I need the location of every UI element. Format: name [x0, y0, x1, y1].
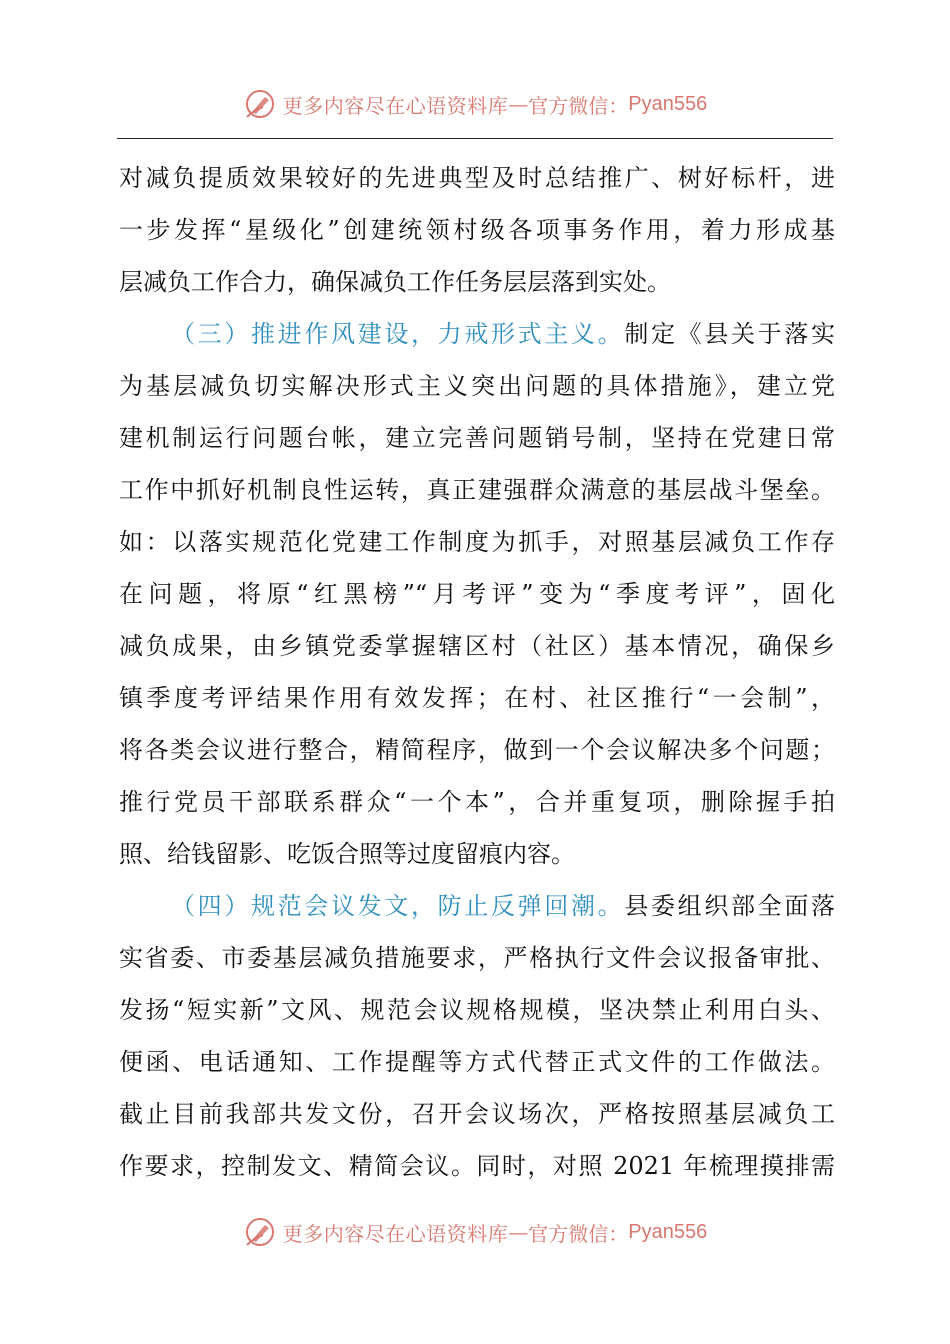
banner-dash: — [508, 1220, 529, 1244]
pen-nib-logo-icon [243, 87, 277, 121]
body-line: 实省委、市委基层减负措施要求，严格执行文件会议报备审批、 [119, 944, 835, 972]
body-line [119, 308, 835, 360]
body-line: 将各类会议进行整合，精简程序，做到一个会议解决多个问题； [119, 736, 835, 764]
body-line [119, 880, 835, 932]
pen-nib-logo-icon [243, 1215, 277, 1249]
body-line: 为基层减负切实解决形式主义突出问题的具体措施》，建立党 [119, 372, 835, 400]
body-line: 镇季度考评结果作用有效发挥；在村、社区推行“一会制”， [119, 684, 835, 712]
banner-wechat-label: 官方微信： [528, 93, 629, 118]
body-line: 截止目前我部共发文份，召开会议场次，严格按照基层减负工 [119, 1100, 835, 1128]
body-line: 便函、电话通知、工作提醒等方式代替正式文件的工作做法。 [119, 1048, 835, 1076]
banner-dash: — [508, 92, 529, 116]
section-heading-4: （四）规范会议发文，防止反弹回潮。 [171, 892, 625, 920]
body-line: 工作中抓好机制良性运转，真正建强群众满意的基层战斗堡垒。 [119, 476, 835, 504]
footer-banner [0, 1212, 950, 1252]
banner-brand-text: 更多内容尽在心语资料库 [282, 93, 509, 118]
body-line: 建机制运行问题台帐，建立完善问题销号制，坚持在党建日常 [119, 424, 835, 452]
body-line: 照、给钱留影、吃饭合照等过度留痕内容。 [119, 840, 575, 868]
body-line: 在问题，将原“红黑榜”“月考评”变为“季度考评”，固化 [119, 580, 835, 608]
banner-wechat-id: Pyan556 [628, 1220, 708, 1243]
section-heading-3: （三）推进作风建设，力戒形式主义。 [171, 320, 625, 348]
banner-wechat-id: Pyan556 [628, 92, 708, 115]
document-body [119, 152, 835, 1192]
body-line: 一步发挥“星级化”创建统领村级各项事务作用，着力形成基 [119, 216, 835, 244]
banner-brand-text: 更多内容尽在心语资料库 [282, 1221, 509, 1246]
header-banner [0, 84, 950, 124]
body-line: 推行党员干部联系群众“一个本”，合并重复项，删除握手拍 [119, 788, 835, 816]
body-line: 如：以落实规范化党建工作制度为抓手，对照基层减负工作存 [119, 528, 835, 556]
banner-wechat-label: 官方微信： [528, 1221, 629, 1246]
body-line: 对减负提质效果较好的先进典型及时总结推广、树好标杆，进 [119, 164, 835, 192]
header-rule [117, 138, 833, 139]
body-line: 层减负工作合力，确保减负工作任务层层落到实处。 [119, 268, 671, 296]
body-text: 制定《县关于落实 [624, 320, 836, 348]
body-text: 县委组织部全面落 [624, 892, 836, 920]
body-line: 减负成果，由乡镇党委掌握辖区村（社区）基本情况，确保乡 [119, 632, 835, 660]
body-line: 作要求，控制发文、精简会议。同时，对照 2021 年梳理摸排需 [119, 1152, 835, 1180]
body-line: 发扬“短实新”文风、规范会议规格规模，坚决禁止利用白头、 [119, 996, 835, 1024]
